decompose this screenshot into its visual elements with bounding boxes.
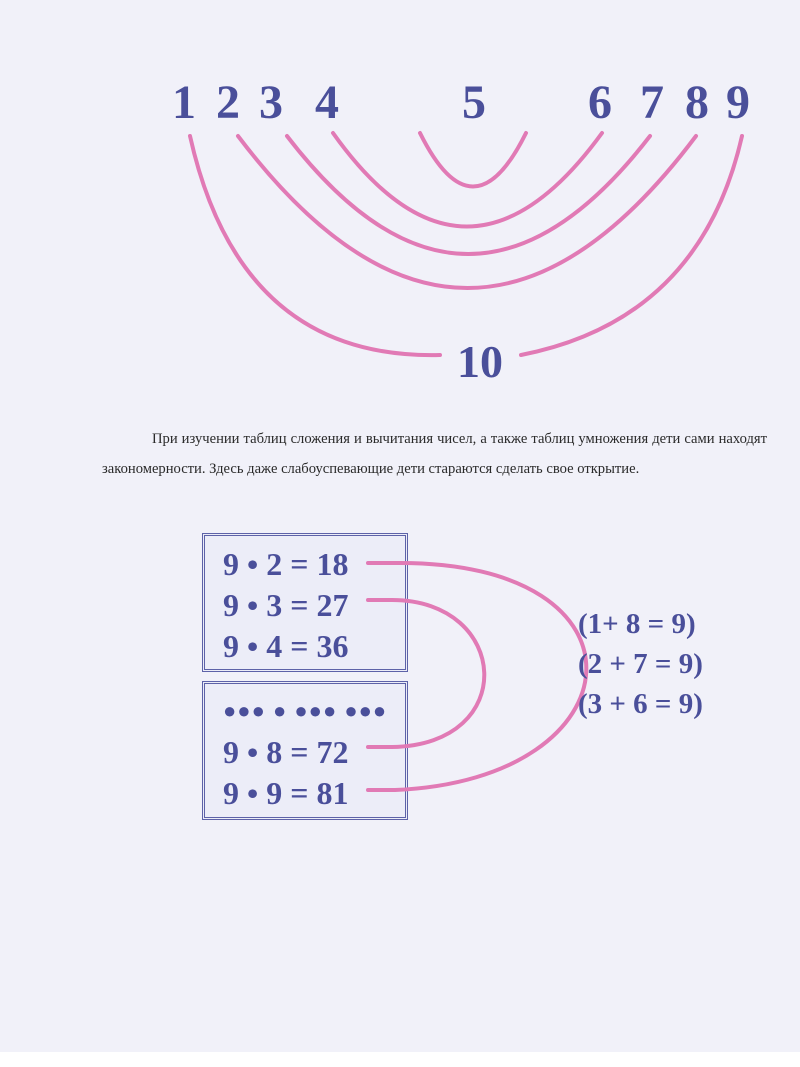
equation-9x3: 9 • 3 = 27 bbox=[223, 587, 349, 623]
number-4: 4 bbox=[315, 76, 339, 129]
number-6: 6 bbox=[588, 76, 612, 129]
sum-2-7: (2 + 7 = 9) bbox=[578, 648, 703, 680]
digit-sums bbox=[578, 604, 703, 724]
ellipsis-dots: ●●● ● ●●● ●●● bbox=[223, 698, 388, 723]
top-numbers bbox=[172, 76, 750, 129]
arc-4-6 bbox=[333, 133, 602, 227]
number-8: 8 bbox=[685, 76, 709, 129]
number-9: 9 bbox=[726, 76, 750, 129]
number-1: 1 bbox=[172, 76, 196, 129]
number-3: 3 bbox=[259, 76, 283, 129]
number-10: 10 bbox=[457, 336, 503, 387]
body-paragraph: При изучении таблиц сложения и вычитания чисел, а также таблиц умножения дети сами находят закономерности. Здесь даже слабоуспевающие дети стараются сделать свое открытие. bbox=[102, 431, 767, 477]
number-pairs-diagram bbox=[0, 0, 800, 400]
number-5: 5 bbox=[462, 76, 486, 129]
arc-5-5 bbox=[420, 133, 526, 187]
arcs bbox=[190, 133, 742, 355]
equation-9x2: 9 • 2 = 18 bbox=[223, 546, 349, 582]
arc-3-7 bbox=[287, 136, 650, 254]
arc-1-9-right bbox=[521, 136, 742, 355]
equation-9x4: 9 • 4 = 36 bbox=[223, 628, 349, 664]
equation-9x8: 9 • 8 = 72 bbox=[223, 734, 349, 770]
sum-1-8: (1+ 8 = 9) bbox=[578, 608, 696, 640]
multiplication-box-top bbox=[202, 533, 408, 672]
number-7: 7 bbox=[640, 76, 664, 129]
multiplication-box-bottom bbox=[202, 681, 408, 820]
sum-3-6: (3 + 6 = 9) bbox=[578, 688, 703, 720]
equation-9x9: 9 • 9 = 81 bbox=[223, 775, 349, 811]
number-2: 2 bbox=[216, 76, 240, 129]
